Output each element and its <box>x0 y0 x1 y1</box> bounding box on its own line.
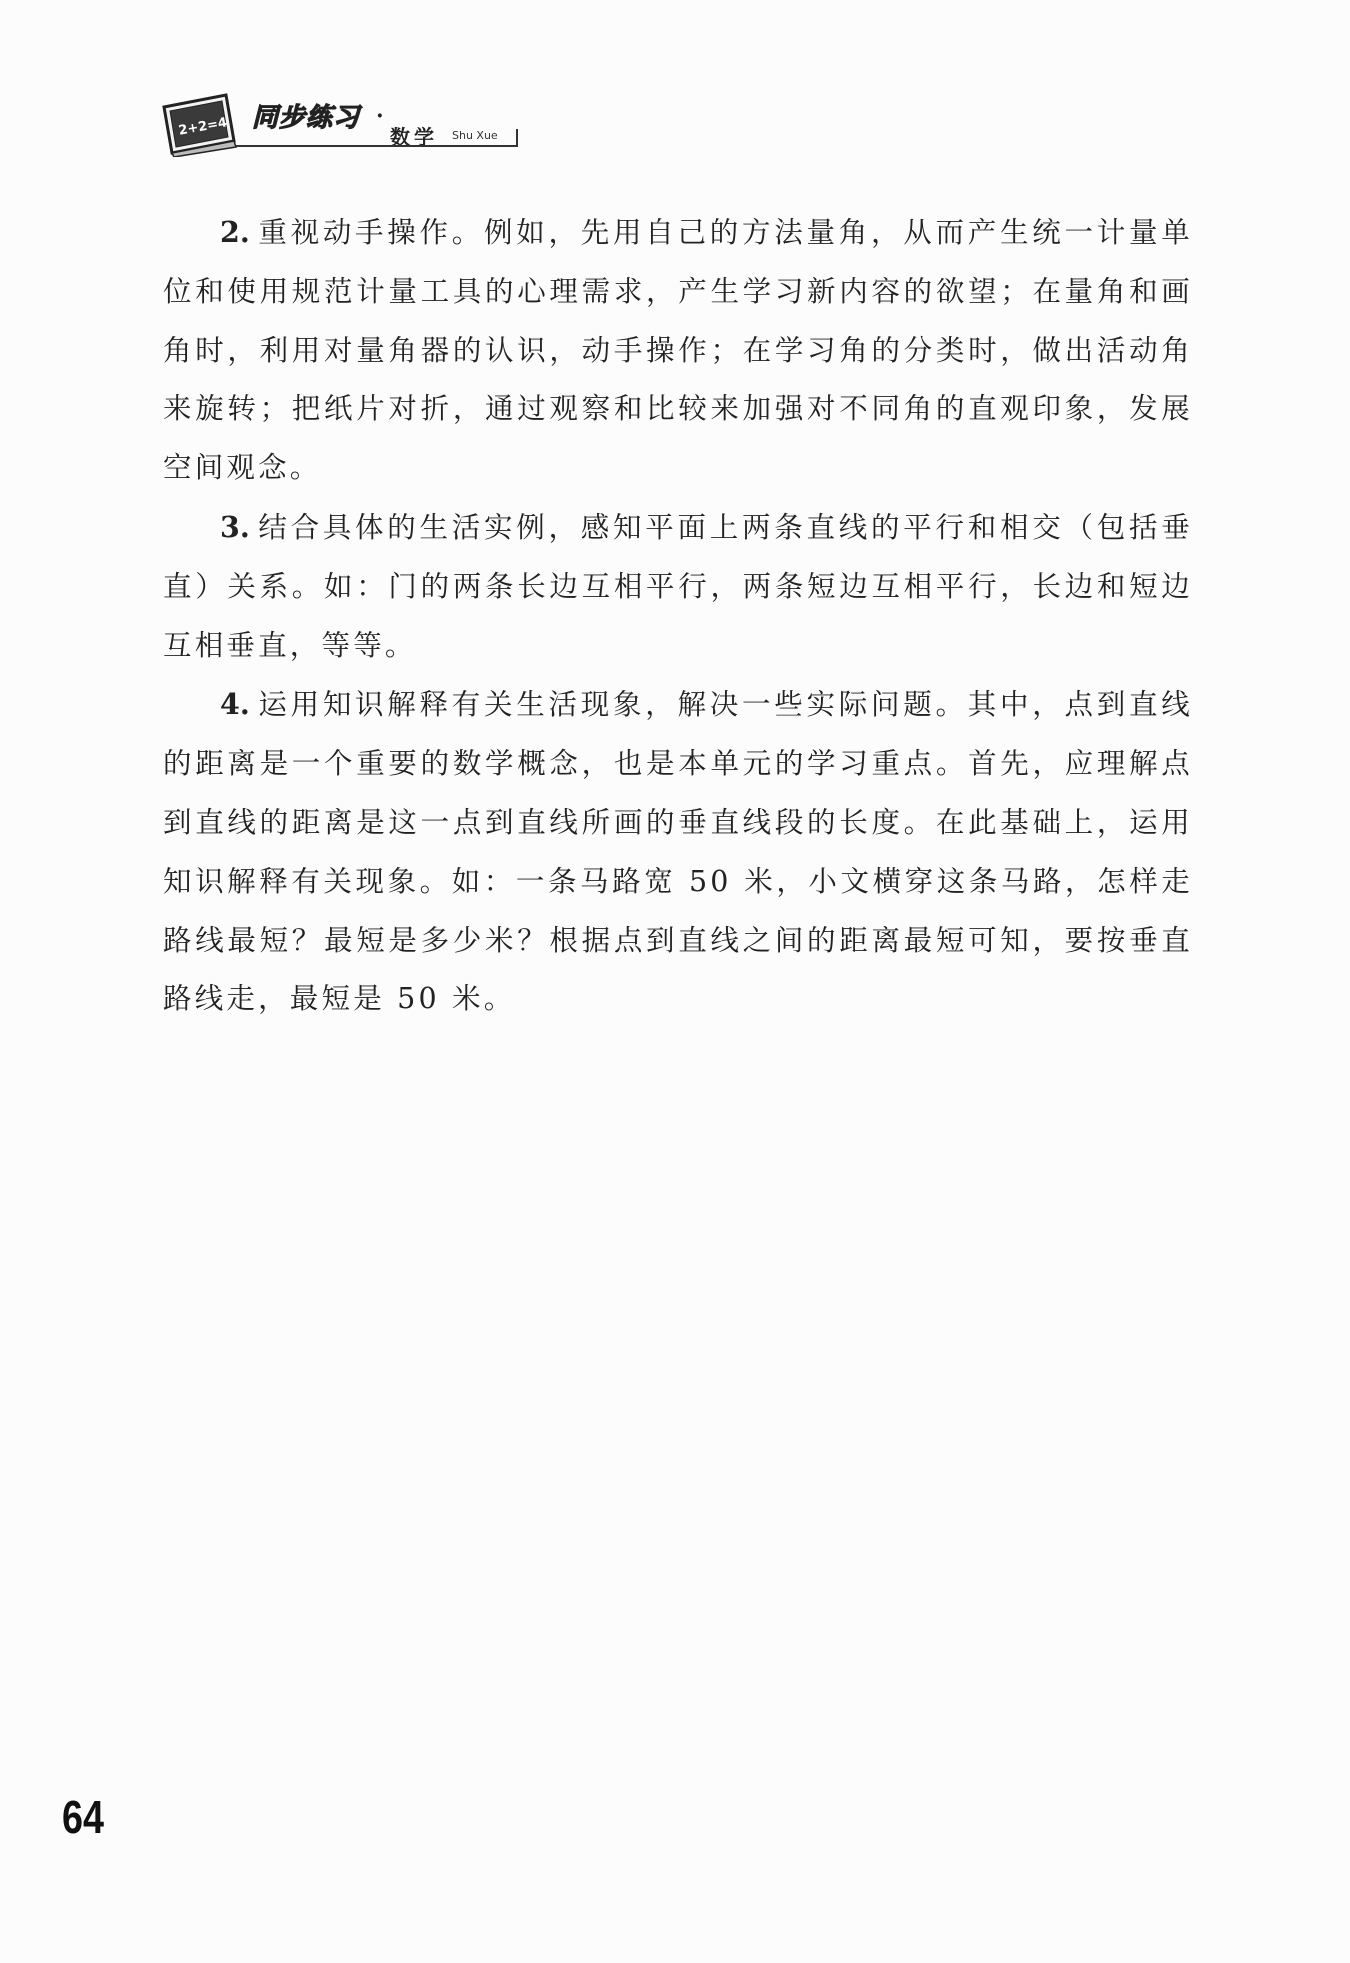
paragraph-number: 2. <box>220 215 250 249</box>
paragraph-2 <box>163 203 1193 498</box>
series-dot: · <box>376 103 384 129</box>
page-number: 64 <box>62 1791 104 1843</box>
series-title: 同步练习 <box>252 103 361 133</box>
logo-text: 2+2=4 <box>177 115 229 139</box>
main-content <box>163 203 1193 1029</box>
paragraph-number: 3. <box>220 509 250 544</box>
paragraph-4 <box>163 675 1193 1029</box>
paragraph-text: 重视动手操作。例如，先用自己的方法量角，从而产生统一计量单位和使用规范计量工具的心理需求，产生学习新内容的欲望；在量角和画角时，利用对量角器的认识，动手操作；在学习角的分类时，做出活动角来旋转；把纸片对折，通过观察和比较来加强对不同角的直观印象，发展空间观念。 <box>163 216 1193 485</box>
subject-pinyin: Shu Xue <box>452 129 498 142</box>
chalkboard-logo-icon <box>160 93 238 157</box>
header-rule <box>236 145 518 147</box>
header-rule-end <box>516 129 518 147</box>
paragraph-text: 结合具体的生活实例，感知平面上两条直线的平行和相交（包括垂直）关系。如：门的两条长边互相平行，两条短边互相平行，长边和短边互相垂直，等等。 <box>163 510 1193 662</box>
paragraph-number: 4. <box>220 687 250 722</box>
subject-title: 数学 <box>390 125 438 149</box>
page-header <box>160 85 520 165</box>
paragraph-3 <box>163 498 1193 675</box>
paragraph-text: 运用知识解释有关生活现象，解决一些实际问题。其中，点到直线的距离是一个重要的数学概念，也是本单元的学习重点。首先，应理解点到直线的距离是这一点到直线所画的垂直线段的长度。在此基础上，运用知识解释有关现象。如：一条马路宽 50 米，小文横穿这条马路，怎样走路线最短？最短是多少米？根据点到直线之间的距离最短可知，要按垂直路线走，最短是 50 米。 <box>163 688 1193 1016</box>
